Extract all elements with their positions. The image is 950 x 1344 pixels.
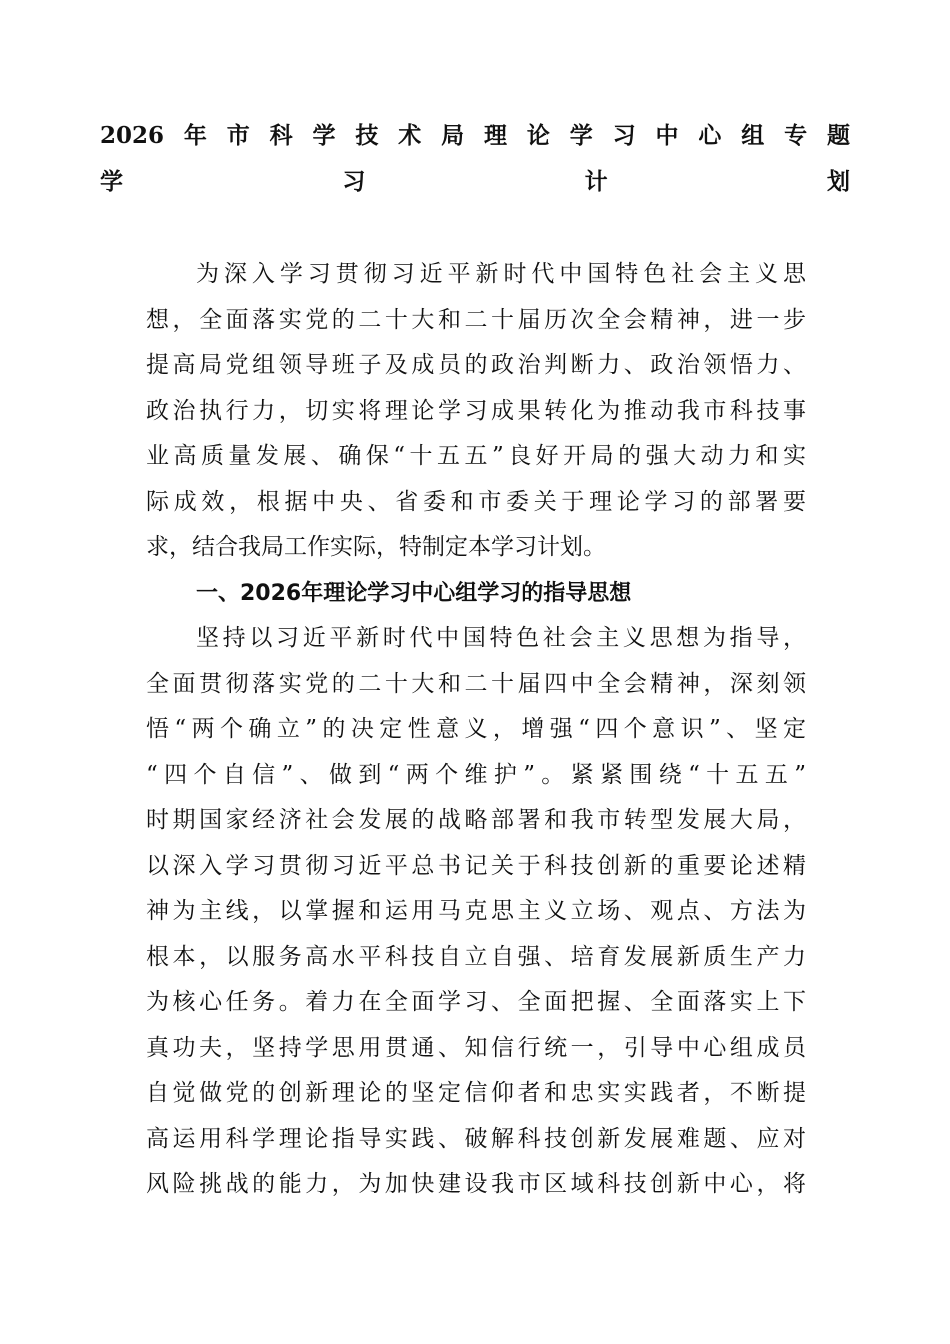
paragraph-line: 业高质量发展、确保“十五五”良好开局的强大动力和实 bbox=[146, 443, 806, 469]
paragraph-line: 想，全面落实党的二十大和二十届历次全会精神，进一步 bbox=[146, 306, 806, 333]
paragraph-line: 真功夫，坚持学思用贯通、知信行统一，引导中心组成员 bbox=[146, 1034, 806, 1061]
paragraph-line: 风险挑战的能力，为加快建设我市区域科技创新中心，将 bbox=[146, 1171, 806, 1197]
title-line: 2026年市科学技术局理论学习中心组专题 bbox=[100, 122, 850, 149]
paragraph-line: 自觉做党的创新理论的坚定信仰者和忠实实践者，不断提 bbox=[146, 1080, 806, 1106]
paragraph-line: 悟“两个确立”的决定性意义，增强“四个意识”、坚定 bbox=[146, 716, 806, 742]
paragraph-line: 以深入学习贯彻习近平总书记关于科技创新的重要论述精 bbox=[146, 852, 806, 879]
paragraph-line: 根本，以服务高水平科技自立自强、培育发展新质生产力 bbox=[146, 943, 806, 970]
paragraph-line: 全面贯彻落实党的二十大和二十届四中全会精神，深刻领 bbox=[146, 670, 806, 697]
title-line: 学习计划 bbox=[100, 167, 850, 195]
guiding-thought-paragraph bbox=[146, 616, 806, 1208]
section-heading: 一、2026年理论学习中心组学习的指导思想 bbox=[196, 580, 632, 606]
paragraph-line: 为核心任务。着力在全面学习、全面把握、全面落实上下 bbox=[146, 989, 806, 1015]
paragraph-line: 时期国家经济社会发展的战略部署和我市转型发展大局， bbox=[146, 807, 806, 833]
paragraph-line: 求，结合我局工作实际，特制定本学习计划。 bbox=[146, 534, 606, 560]
document-title bbox=[100, 113, 850, 204]
document-body bbox=[146, 252, 806, 1208]
paragraph-line: 坚持以习近平新时代中国特色社会主义思想为指导， bbox=[196, 625, 806, 651]
paragraph-line: 为深入学习贯彻习近平新时代中国特色社会主义思 bbox=[196, 261, 806, 287]
paragraph-line: “四个自信”、做到“两个维护”。紧紧围绕“十五五” bbox=[146, 761, 806, 788]
paragraph-line: 提高局党组领导班子及成员的政治判断力、政治领悟力、 bbox=[146, 352, 806, 378]
paragraph-line: 政治执行力，切实将理论学习成果转化为推动我市科技事 bbox=[146, 397, 806, 424]
paragraph-line: 神为主线，以掌握和运用马克思主义立场、观点、方法为 bbox=[146, 898, 806, 924]
paragraph-line: 高运用科学理论指导实践、破解科技创新发展难题、应对 bbox=[146, 1125, 806, 1152]
intro-paragraph bbox=[146, 252, 806, 571]
paragraph-line: 际成效，根据中央、省委和市委关于理论学习的部署要 bbox=[146, 488, 806, 515]
